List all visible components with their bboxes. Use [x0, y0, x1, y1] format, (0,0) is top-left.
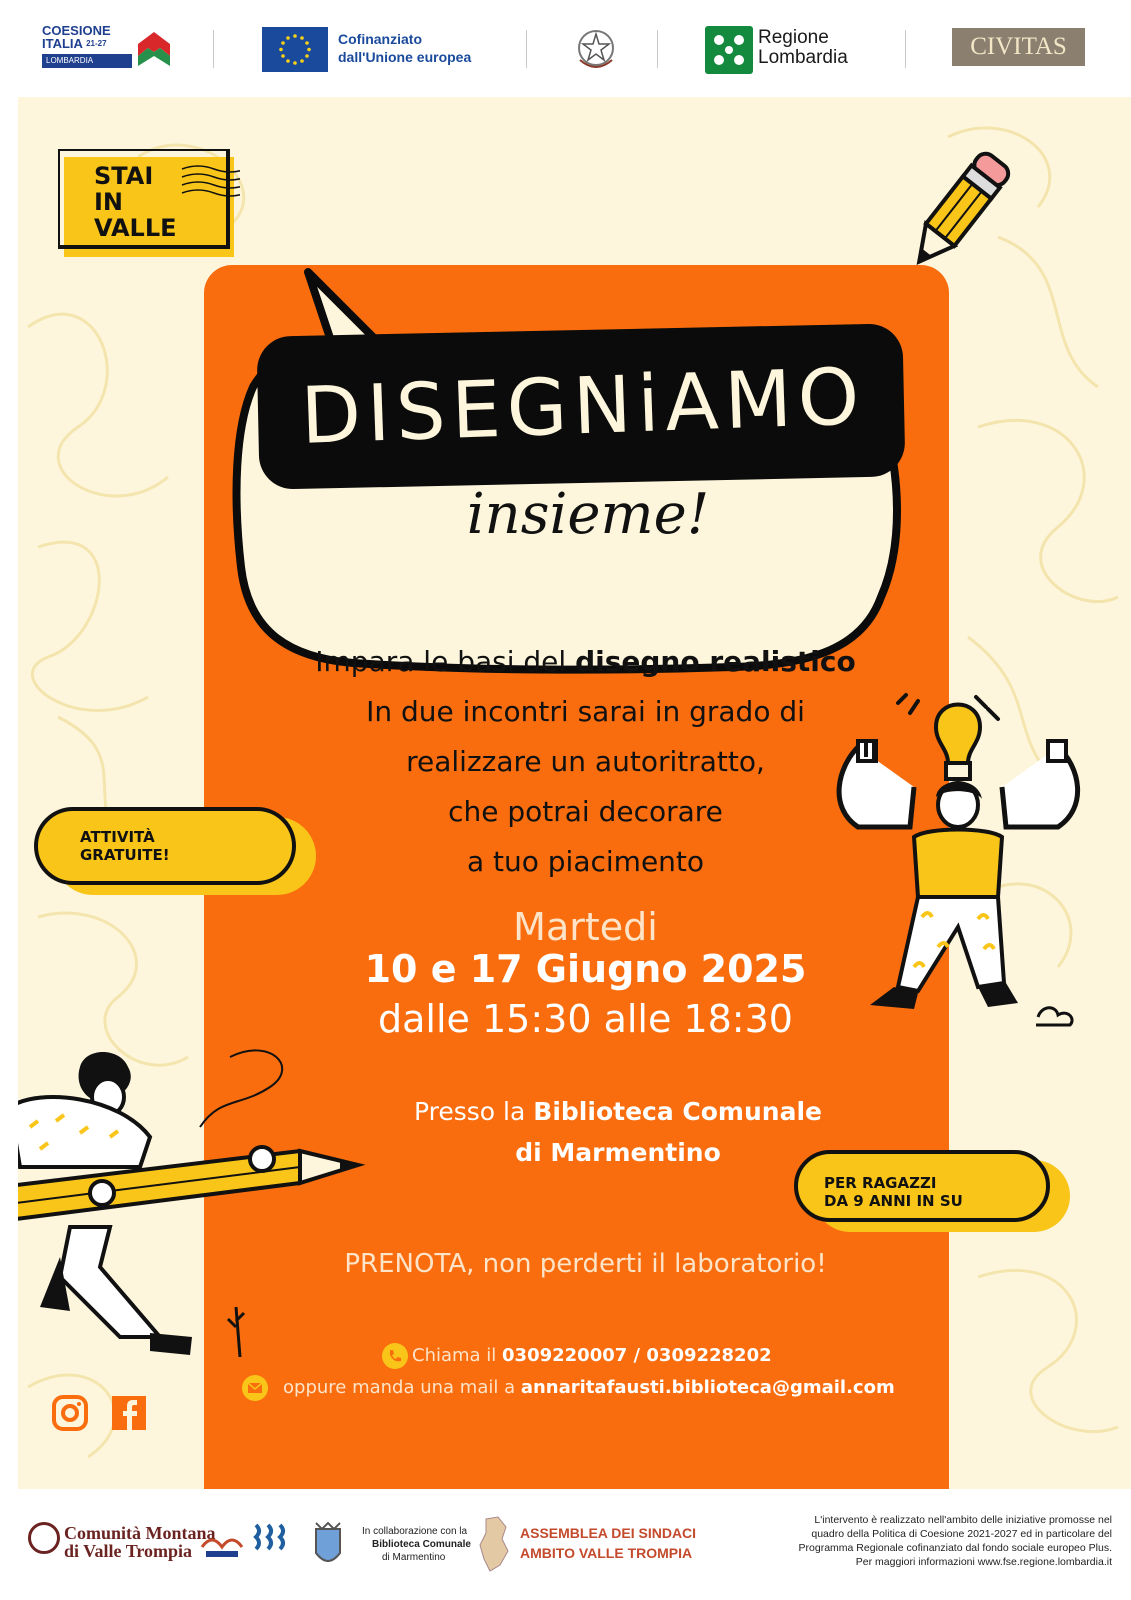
stamp-line2: IN: [94, 188, 124, 216]
collab-line1: In collaborazione con la: [362, 1526, 468, 1537]
stamp-line3: VALLE: [94, 214, 177, 242]
note-line3: Programma Regionale cofinanziato dal fondo sociale europeo Plus.: [798, 1542, 1112, 1554]
age-badge-text: [824, 1174, 963, 1210]
phone-number-1[interactable]: 0309220007: [502, 1345, 628, 1366]
phone-number-2[interactable]: 0309228202: [646, 1345, 772, 1366]
comunita-montana-seal-icon: [28, 1522, 60, 1554]
note-line1: L'intervento è realizzato nell'ambito delle iniziative promosse nel: [814, 1514, 1112, 1526]
coesione-years: 21-27: [86, 39, 107, 48]
email-address[interactable]: annaritafausti.biblioteca@gmail.com: [520, 1377, 895, 1398]
lombardia-line1: Regione: [758, 27, 829, 48]
funding-note: [720, 1513, 1112, 1569]
comunita-line2: di Valle Trompia: [64, 1541, 193, 1561]
description-line1: Impara le basi del: [315, 645, 576, 678]
italian-republic-emblem-icon: [574, 26, 618, 72]
description-line4: che potrai decorare: [448, 795, 723, 828]
note-line4: Per maggiori informazioni www.fse.regione.lombardia.it: [855, 1556, 1112, 1568]
title: DISEGNiAMO: [299, 352, 867, 462]
stamp-line1: STAI: [94, 162, 154, 190]
civitas-logo: CIVITAS: [952, 28, 1085, 66]
eu-line1: Cofinanziato: [338, 31, 422, 47]
venue-place: di Marmentino: [515, 1138, 721, 1167]
free-badge-text: [80, 828, 170, 864]
collaboration-note: [362, 1525, 471, 1564]
subtitle: insieme!: [466, 482, 710, 547]
lombardia-rose-icon: [705, 26, 753, 74]
phone-contact: [412, 1345, 772, 1366]
description-highlight: disegno realistico: [575, 645, 856, 678]
coesione-region: LOMBARDIA: [42, 54, 132, 68]
booking-cta: PRENOTA, non perderti il laboratorio!: [344, 1249, 827, 1279]
description-line2: In due incontri sarai in grado di: [366, 695, 805, 728]
description-line5: a tuo piacimento: [466, 845, 705, 878]
coesione-line2: ITALIA: [42, 36, 83, 51]
facebook-icon[interactable]: [110, 1394, 148, 1432]
venue-name: Biblioteca Comunale: [533, 1097, 822, 1126]
header-logo-strip: [0, 0, 1131, 97]
rete-bibliotecaria-logo-icon: [252, 1519, 296, 1567]
coesione-italia-logo: [42, 24, 172, 74]
header-divider: [905, 30, 906, 68]
comunita-line1: Comunità Montana: [64, 1523, 216, 1543]
event-date: 10 e 17 Giugno 2025: [364, 947, 807, 991]
girl-with-lightbulb-illustration: [818, 687, 1098, 1047]
assemblea-line1: ASSEMBLEA DEI SINDACI: [520, 1525, 697, 1541]
description-line3: realizzare un autoritratto,: [406, 745, 765, 778]
marmentino-coat-of-arms-icon: [308, 1519, 348, 1573]
phone-icon: [382, 1343, 408, 1369]
comunita-montana-logo: [64, 1524, 216, 1560]
age-badge-line1: PER RAGAZZI: [824, 1174, 937, 1192]
event-day: Martedi: [513, 905, 658, 949]
phone-prefix: Chiama il: [412, 1345, 503, 1366]
stamp-text: [94, 163, 177, 241]
eu-flag-icon: [262, 27, 328, 72]
assemblea-sindaci: [520, 1523, 696, 1563]
coesione-line1: COESIONE: [42, 23, 111, 38]
lombardia-line2: Lombardia: [758, 47, 848, 68]
coesione-arrow-icon: [134, 26, 174, 70]
note-line2: quadro della Politica di Coesione 2021-2027 ed in particolare del: [811, 1528, 1112, 1540]
phone-separator: /: [627, 1345, 647, 1366]
collab-line2: Biblioteca Comunale: [372, 1539, 471, 1550]
footer: [0, 1489, 1131, 1600]
header-divider: [526, 30, 527, 68]
event-time: dalle 15:30 alle 18:30: [378, 997, 793, 1041]
age-badge-line2: DA 9 ANNI IN SU: [824, 1192, 963, 1210]
poster: [18, 97, 1131, 1489]
email-prefix: oppure manda una mail a: [283, 1377, 521, 1398]
valle-trompia-map-icon: [476, 1515, 512, 1575]
header-divider: [657, 30, 658, 68]
sibca-logo-icon: [198, 1527, 246, 1563]
free-badge-line1: ATTIVITÀ: [80, 828, 155, 846]
header-divider: [213, 30, 214, 68]
venue-prefix: Presso la: [414, 1097, 534, 1126]
boy-with-pencil-illustration: [18, 1037, 380, 1387]
eu-line2: dall'Unione europea: [338, 49, 472, 65]
assemblea-line2: AMBITO VALLE TROMPIA: [520, 1545, 693, 1561]
pencil-illustration: [898, 137, 1018, 287]
free-badge-line2: GRATUITE!: [80, 846, 170, 864]
collab-line3: di Marmentino: [382, 1552, 446, 1563]
instagram-icon[interactable]: [51, 1394, 89, 1432]
